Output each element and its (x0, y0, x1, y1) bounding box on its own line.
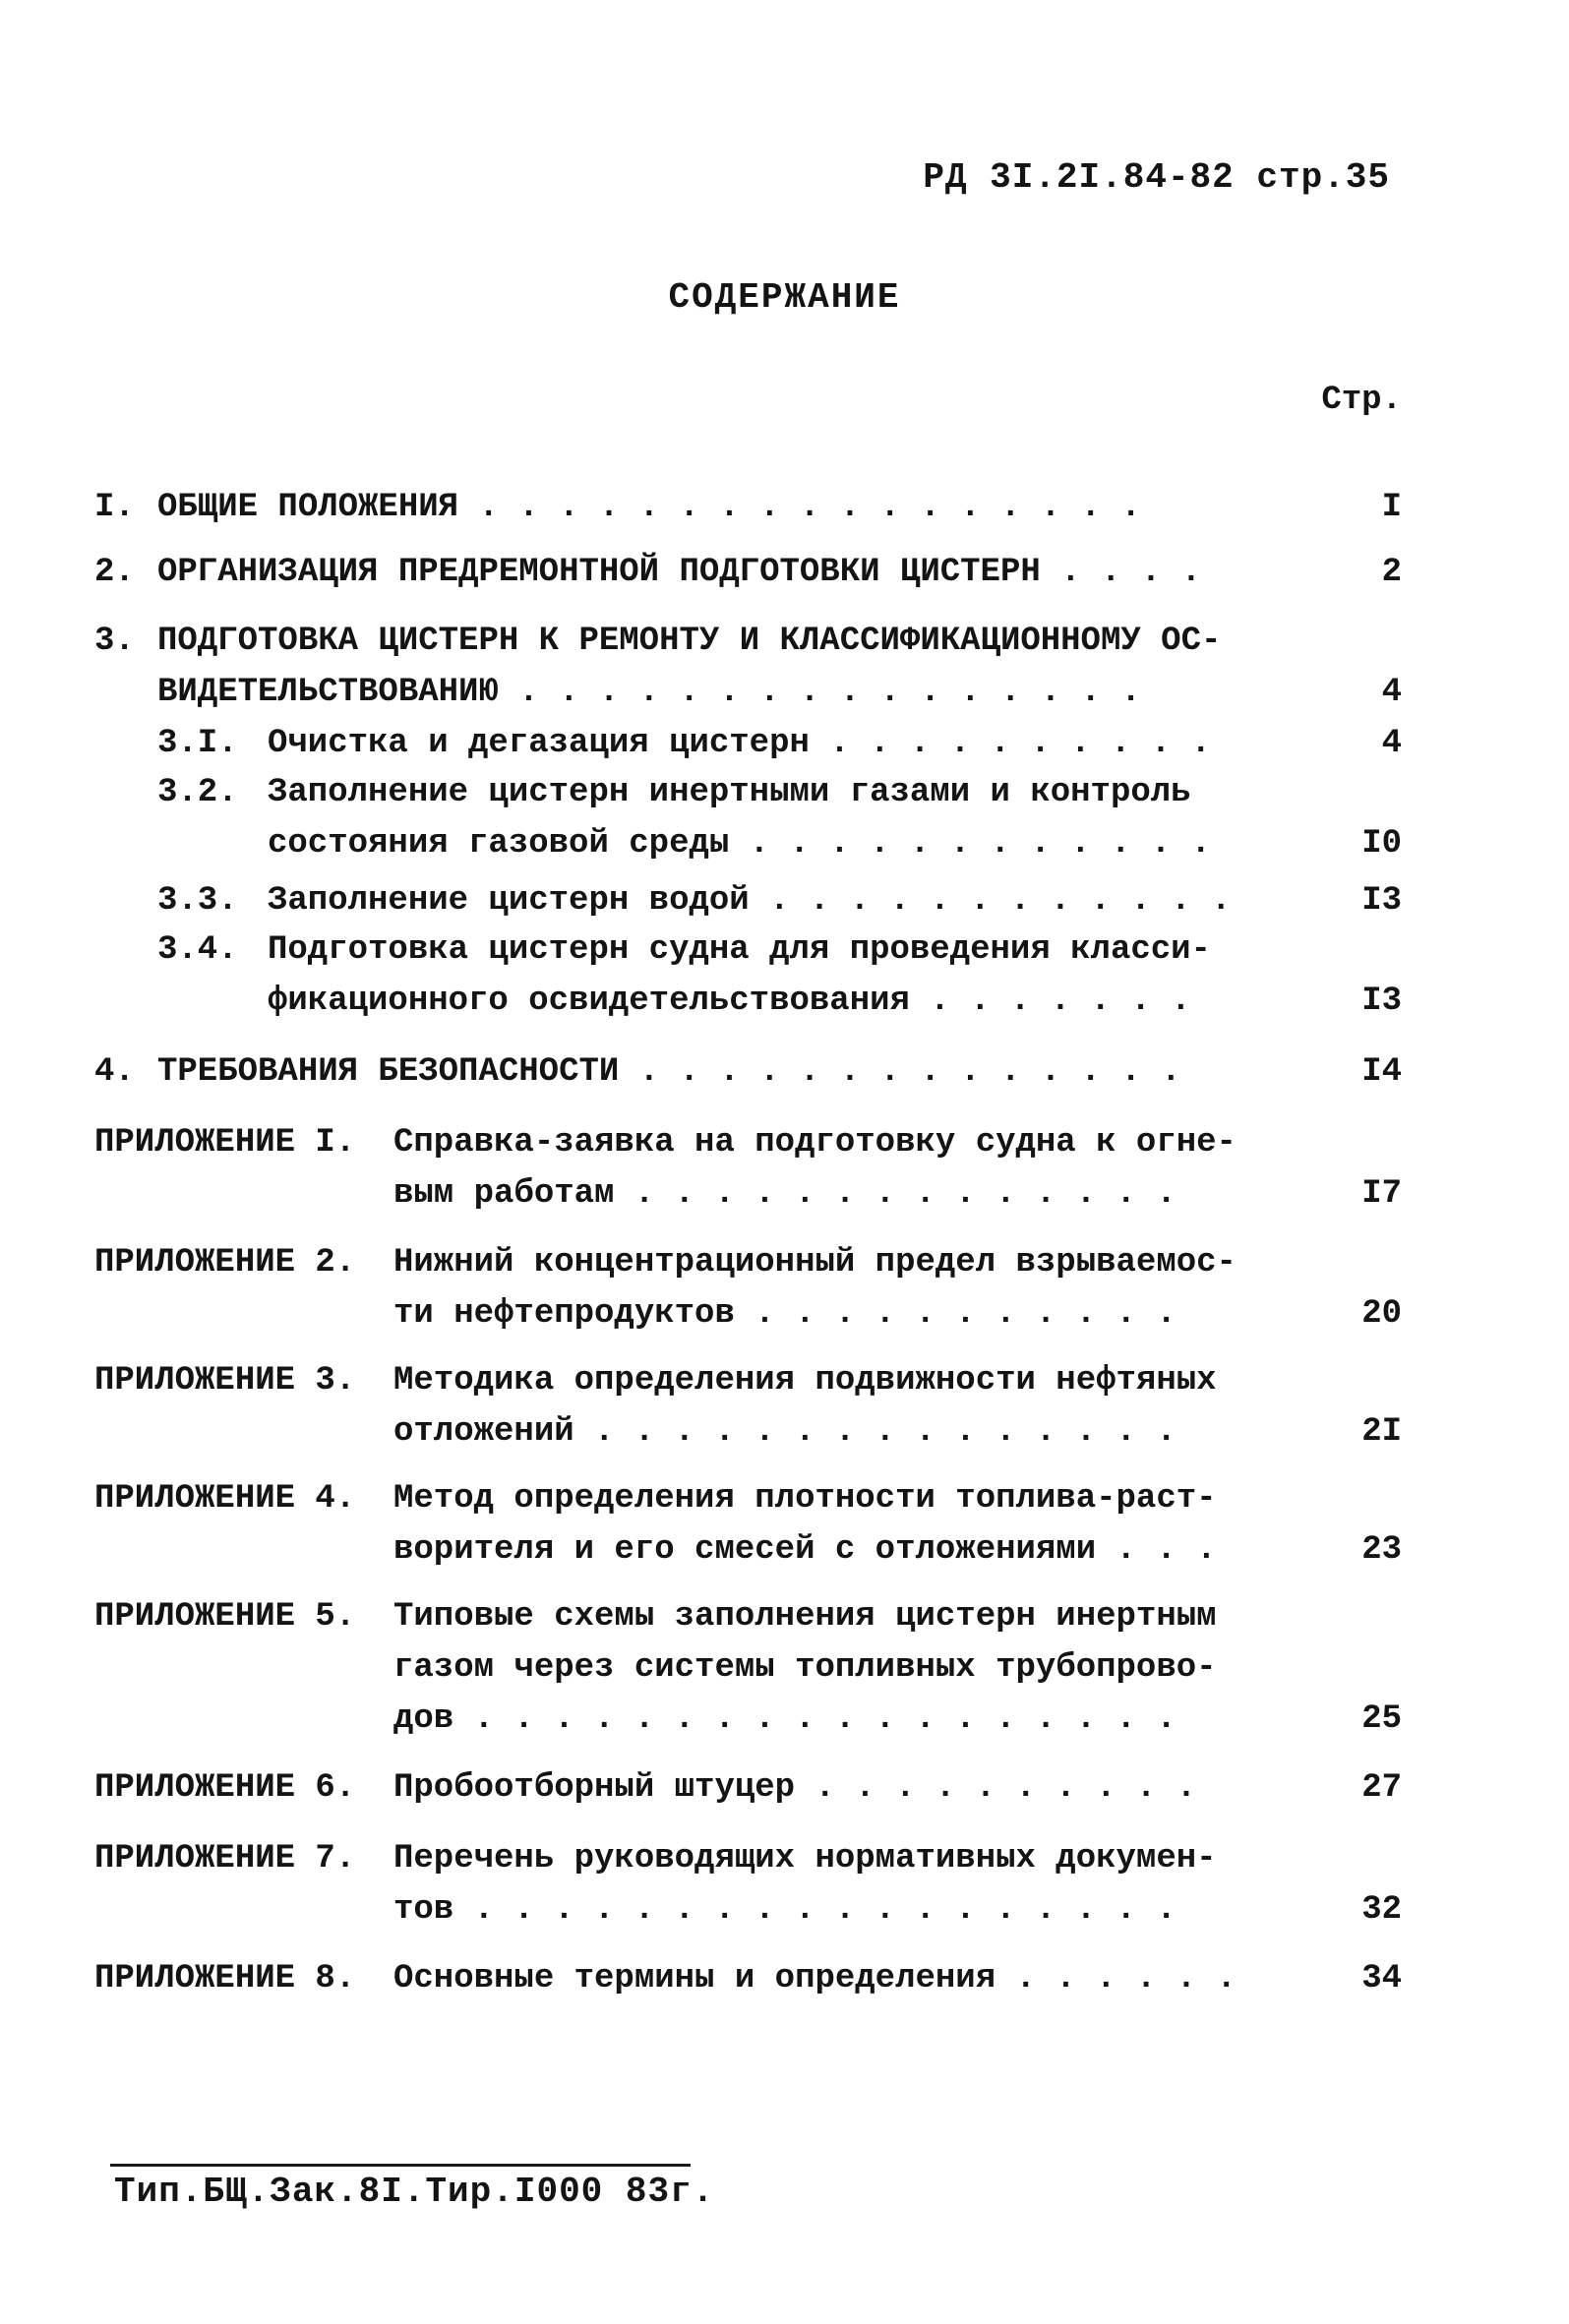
toc-entry-text: Метод определения плотности топлива-раст- (393, 1480, 1217, 1518)
toc-entry-text: Заполнение цистерн инертными газами и контроль (268, 774, 1191, 811)
toc-entry-number: 3.3. (157, 882, 238, 920)
toc-entry-text: ОРГАНИЗАЦИЯ ПРЕДРЕМОНТНОЙ ПОДГОТОВКИ ЦИСТЕРН . . . . (157, 554, 1201, 591)
toc-entry-text: дов . . . . . . . . . . . . . . . . . . (393, 1700, 1177, 1738)
toc-entry-page: 23 (1361, 1531, 1402, 1569)
toc-entry-text: ти нефтепродуктов . . . . . . . . . . . (393, 1295, 1177, 1333)
toc-entry-text: газом через системы топливных трубопрово- (393, 1649, 1217, 1687)
toc-entry-number: ПРИЛОЖЕНИЕ 6. (94, 1769, 356, 1807)
toc-entry-number: ПРИЛОЖЕНИЕ 4. (94, 1480, 356, 1518)
toc-entry-page: I3 (1361, 983, 1402, 1020)
toc-entry-text: ПОДГОТОВКА ЦИСТЕРН К РЕМОНТУ И КЛАССИФИКАЦИОННОМУ ОС- (157, 623, 1222, 660)
toc-entry-number: 3. (94, 623, 135, 660)
toc-entry-text: вым работам . . . . . . . . . . . . . . (393, 1175, 1177, 1213)
toc-entry-text: Методика определения подвижности нефтяных (393, 1362, 1217, 1400)
toc-entry-number: ПРИЛОЖЕНИЕ 3. (94, 1362, 356, 1400)
page-column-label: Стр. (1321, 382, 1402, 419)
toc-entry-number: ПРИЛОЖЕНИЕ 7. (94, 1840, 356, 1877)
toc-entry-text: Очистка и дегазация цистерн . . . . . . . . . . (268, 725, 1211, 762)
toc-entry-page: I3 (1361, 882, 1402, 920)
toc-entry-text: ОБЩИЕ ПОЛОЖЕНИЯ . . . . . . . . . . . . . . . . . (157, 489, 1141, 526)
toc-entry-text: отложений . . . . . . . . . . . . . . . (393, 1413, 1177, 1451)
toc-entry-page: I (1381, 489, 1402, 526)
toc-entry-text: Справка-заявка на подготовку судна к огне- (393, 1124, 1237, 1162)
toc-entry-page: 4 (1381, 725, 1402, 762)
toc-entry-page: 32 (1361, 1891, 1402, 1929)
toc-entry-number: ПРИЛОЖЕНИЕ 5. (94, 1598, 356, 1636)
footer-divider (110, 2164, 691, 2167)
toc-entry-number: 2. (94, 554, 135, 591)
toc-entry-number: ПРИЛОЖЕНИЕ 8. (94, 1960, 356, 1997)
toc-entry-page: 2I (1361, 1413, 1402, 1451)
toc-entry-page: I7 (1361, 1175, 1402, 1213)
toc-entry-text: тов . . . . . . . . . . . . . . . . . . (393, 1891, 1177, 1929)
page-title: СОДЕРЖАНИЕ (668, 277, 901, 318)
toc-entry-number: ПРИЛОЖЕНИЕ I. (94, 1124, 356, 1162)
toc-entry-page: 2 (1381, 554, 1402, 591)
toc-entry-text: Типовые схемы заполнения цистерн инертным (393, 1598, 1217, 1636)
toc-entry-page: 20 (1361, 1295, 1402, 1333)
toc-entry-page: I4 (1361, 1053, 1402, 1091)
toc-entry-page: 27 (1361, 1769, 1402, 1807)
toc-entry-text: ворителя и его смесей с отложениями . . . (393, 1531, 1217, 1569)
toc-entry-number: 4. (94, 1053, 135, 1091)
toc-entry-number: 3.I. (157, 725, 238, 762)
toc-entry-number: 3.2. (157, 774, 238, 811)
print-imprint: Тип.БЩ.Зак.8I.Тир.I000 83г. (114, 2172, 715, 2212)
toc-entry-text: состояния газовой среды . . . . . . . . . . . . (268, 825, 1211, 863)
toc-entry-page: 4 (1381, 674, 1402, 711)
toc-entry-page: 34 (1361, 1960, 1402, 1997)
toc-entry-text: Заполнение цистерн водой . . . . . . . . . . . . (268, 882, 1232, 920)
document-reference: РД 3I.2I.84-82 стр.35 (923, 157, 1390, 198)
toc-entry-text: фикационного освидетельствования . . . . . . . (268, 983, 1191, 1020)
toc-entry-text: Пробоотборный штуцер . . . . . . . . . . (393, 1769, 1197, 1807)
toc-entry-text: Нижний концентрационный предел взрываемос- (393, 1244, 1237, 1281)
toc-entry-text: Подготовка цистерн судна для проведения класси- (268, 931, 1211, 969)
toc-entry-text: Основные термины и определения . . . . . . (393, 1960, 1237, 1997)
toc-entry-text: ТРЕБОВАНИЯ БЕЗОПАСНОСТИ . . . . . . . . . . . . . . (157, 1053, 1181, 1091)
toc-entry-text: Перечень руководящих нормативных докумен- (393, 1840, 1217, 1877)
toc-entry-page: 25 (1361, 1700, 1402, 1738)
toc-entry-page: I0 (1361, 825, 1402, 863)
toc-entry-number: I. (94, 489, 135, 526)
toc-entry-number: ПРИЛОЖЕНИЕ 2. (94, 1244, 356, 1281)
toc-entry-text: ВИДЕТЕЛЬСТВОВАНИЮ . . . . . . . . . . . . . . . . (157, 674, 1141, 711)
toc-entry-number: 3.4. (157, 931, 238, 969)
